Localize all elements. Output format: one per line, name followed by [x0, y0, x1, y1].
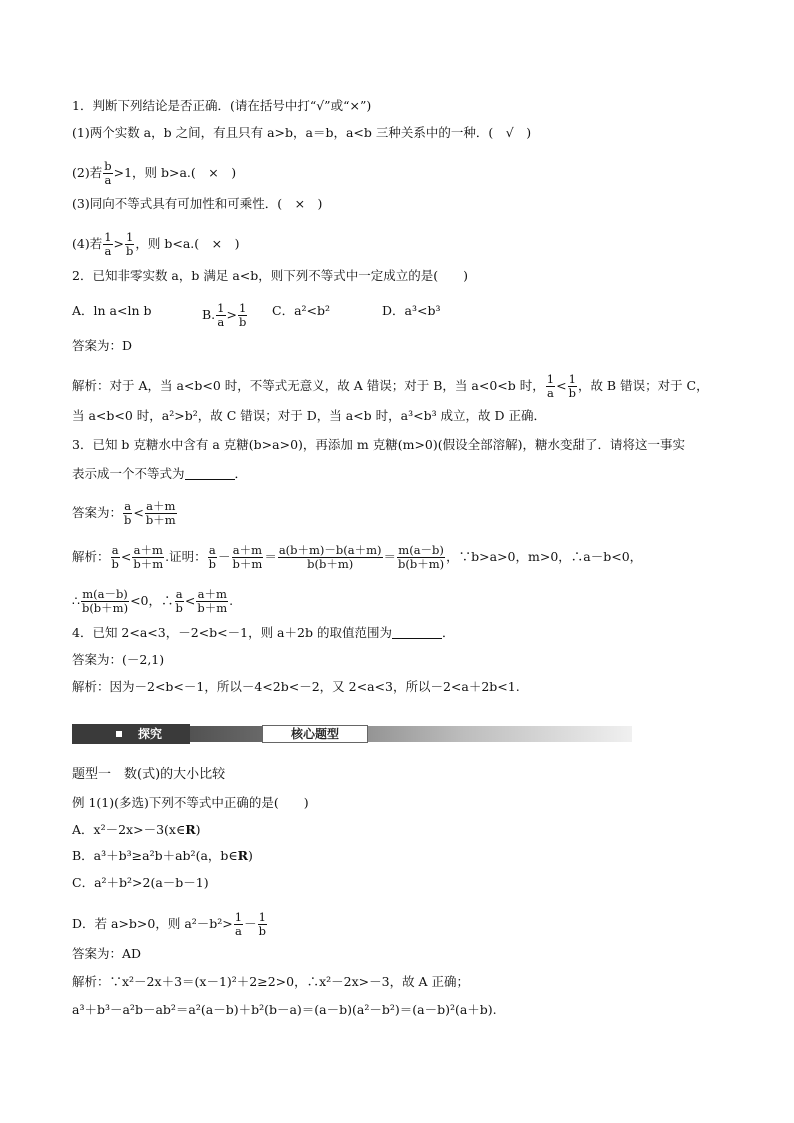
denominator: b(b＋m): [307, 557, 354, 571]
text: D．若 a>b>0，则 a²－b²>: [72, 916, 233, 931]
q1-s2-pre: (2)若: [72, 165, 103, 180]
section-banner: [72, 724, 632, 744]
fraction: [258, 911, 267, 938]
q4-answer: 答案为：(－2,1): [72, 652, 165, 667]
fraction: [216, 302, 225, 329]
q1-statement-4: [72, 231, 240, 258]
q2-option-d: D．a³<b³: [382, 303, 441, 318]
operator: <: [133, 505, 144, 520]
fraction: [397, 544, 445, 571]
numerator: a: [208, 543, 216, 557]
ex1-explanation-line-2: a³＋b³－a²b－ab²＝a²(a－b)＋b²(b－a)＝(a－b)(a²－b²)＝(a－b)²(a＋b).: [72, 1002, 497, 1017]
operator: <: [120, 549, 132, 564]
fraction: [81, 588, 129, 615]
real-set-symbol: R: [237, 848, 249, 863]
denominator: a: [235, 924, 242, 938]
q2-explanation-line-2: 当 a<b<0 时，a²>b²，故 C 错误；对于 D，当 a<b 时，a³<b³ 成立，故 D 正确．: [72, 408, 547, 423]
fraction: [568, 373, 577, 400]
ex1-option-b: [72, 848, 253, 864]
numerator: 1: [568, 372, 576, 386]
square-bullet-icon: [116, 731, 122, 737]
operator: <: [184, 593, 196, 608]
denominator: b: [238, 315, 247, 329]
fraction: [132, 544, 164, 571]
numerator: a＋m: [232, 543, 263, 557]
q1-s4-post: ，则 b<a.( × ): [135, 236, 240, 251]
section-title: 题型一 数(式)的大小比较: [72, 767, 226, 782]
fraction: [123, 500, 132, 527]
operator: －: [244, 916, 257, 931]
numerator: 1: [104, 230, 112, 244]
fraction: [125, 231, 134, 258]
fraction: [234, 911, 243, 938]
q2-option-b: [202, 302, 248, 329]
text: <0，∴: [130, 593, 174, 608]
numerator: a: [124, 499, 132, 513]
explanation-label: 解析：: [72, 549, 110, 564]
numerator: 1: [546, 372, 555, 386]
numerator: a＋m: [197, 587, 227, 601]
operator: －: [218, 549, 231, 564]
numerator: 1: [239, 301, 247, 315]
denominator: b: [568, 386, 576, 400]
denominator: b: [126, 244, 134, 258]
fraction: [278, 544, 383, 571]
answer-blank: [185, 467, 235, 480]
q1-statement-3: (3)同向不等式具有可加性和可乘性．( × ): [72, 196, 323, 211]
operator: ＝: [264, 549, 277, 564]
denominator: b: [111, 557, 119, 571]
text: B．a³＋b³≥a²b＋ab²(a，b∈: [72, 848, 238, 863]
q2-title: 2．已知非零实数 a，b 满足 a<b，则下列不等式中一定成立的是( ): [72, 268, 469, 283]
denominator: a: [546, 386, 554, 400]
q4-title: [72, 625, 454, 641]
text: 解析：对于 A，当 a<b<0 时，不等式无意义，故 A 错误；对于 B，当 a<0<b 时，: [72, 378, 545, 393]
text: ，故 B 错误；对于 C，: [577, 378, 709, 393]
numerator: 1: [217, 301, 225, 315]
denominator: b＋m: [145, 513, 176, 527]
operator: >: [226, 307, 237, 322]
denominator: b(b＋m): [398, 557, 445, 571]
denominator: b: [124, 513, 132, 527]
text: .: [229, 593, 234, 608]
fraction: [145, 500, 177, 527]
q2-explanation-line-1: [72, 373, 709, 400]
fraction: [232, 544, 264, 571]
text: ): [248, 848, 253, 863]
q2-option-a: A．ln a<ln b: [72, 303, 152, 318]
fraction: [175, 588, 184, 615]
text: 表示成一个不等式为: [72, 466, 185, 481]
ex1-answer: 答案为：AD: [72, 946, 142, 961]
ex1-option-d: [72, 911, 268, 938]
text: 4．已知 2<a<3，－2<b<－1，则 a＋2b 的取值范围为: [72, 625, 392, 640]
q2-answer: 答案为：D: [72, 338, 133, 353]
text: ，∵b>a>0，m>0，∴a－b<0，: [446, 549, 643, 564]
operator: >: [113, 236, 125, 251]
text: .证明：: [165, 549, 207, 564]
fraction: [111, 544, 120, 571]
q1-title: 1．判断下列结论是否正确．(请在括号中打“√”或“×”): [72, 98, 372, 113]
denominator: b(b＋m): [81, 601, 129, 615]
q3-explanation-line-2: [72, 588, 233, 615]
fraction: [103, 160, 112, 187]
numerator: m(a－b): [82, 587, 128, 601]
ex1-explanation-line-1: 解析：∵x²－2x＋3＝(x－1)²＋2≥2>0，∴x²－2x>－3，故 A 正确；: [72, 974, 470, 989]
fraction: [546, 373, 555, 400]
q3-title-line-2: [72, 466, 247, 482]
denominator: b: [258, 924, 266, 938]
answer-label: 答案为：: [72, 505, 123, 520]
denominator: a: [104, 244, 112, 258]
numerator: a(b＋m)－b(a＋m): [278, 543, 382, 557]
denominator: b: [208, 557, 217, 571]
fraction: [208, 544, 217, 571]
answer-blank: [392, 626, 442, 639]
fraction: [196, 588, 228, 615]
numerator: 1: [234, 910, 243, 924]
denominator: a: [217, 315, 225, 329]
text: A．x²－2x>－3(x∈: [72, 822, 186, 837]
text: ．: [441, 625, 455, 640]
operator: <: [556, 378, 567, 393]
denominator: b＋m: [197, 601, 228, 615]
q1-statement-2: [72, 160, 236, 187]
banner-dark-block: [72, 724, 190, 744]
q1-statement-1: (1)两个实数 a，b 之间，有且只有 a>b，a＝b，a<b 三种关系中的一种．( √ ): [72, 125, 532, 140]
real-set-symbol: R: [185, 822, 196, 837]
q1-s4-pre: (4)若: [72, 236, 103, 251]
text: ): [195, 822, 201, 837]
banner-label-core-types: 核心题型: [262, 725, 368, 743]
numerator: a: [175, 587, 183, 601]
q4-explanation: 解析：因为－2<b<－1，所以－4<2b<－2，又 2<a<3，所以－2<a＋2b<1.: [72, 679, 520, 694]
denominator: a: [104, 173, 112, 187]
q3-title-line-1: 3．已知 b 克糖水中含有 a 克糖(b>a>0)，再添加 m 克糖(m>0)(假设全部溶解)，糖水变甜了．请将这一事实: [72, 437, 685, 452]
text: ∴: [72, 593, 80, 608]
numerator: a＋m: [133, 543, 163, 557]
denominator: b＋m: [232, 557, 263, 571]
numerator: m(a－b): [398, 543, 444, 557]
numerator: a＋m: [146, 499, 176, 513]
operator: ＝: [383, 549, 397, 564]
numerator: a: [111, 543, 119, 557]
ex1-option-c: C．a²＋b²>2(a－b－1): [72, 875, 209, 890]
banner-label-explore: 探究: [138, 727, 163, 741]
option-label: B.: [202, 307, 216, 322]
denominator: b: [175, 601, 183, 615]
text: ．: [234, 466, 248, 481]
q2-option-c: C．a²<b²: [272, 303, 331, 318]
fraction: [238, 302, 247, 329]
ex1-option-a: [72, 822, 200, 838]
q3-answer: [72, 500, 178, 527]
example-1-question: 例 1(1)(多选)下列不等式中正确的是( ): [72, 795, 309, 810]
q1-s2-post: >1，则 b>a.( × ): [113, 165, 237, 180]
q3-explanation-line-1: [72, 544, 642, 571]
numerator: 1: [258, 910, 266, 924]
fraction: [103, 231, 112, 258]
denominator: b＋m: [133, 557, 164, 571]
numerator: b: [104, 159, 112, 173]
numerator: 1: [126, 230, 134, 244]
